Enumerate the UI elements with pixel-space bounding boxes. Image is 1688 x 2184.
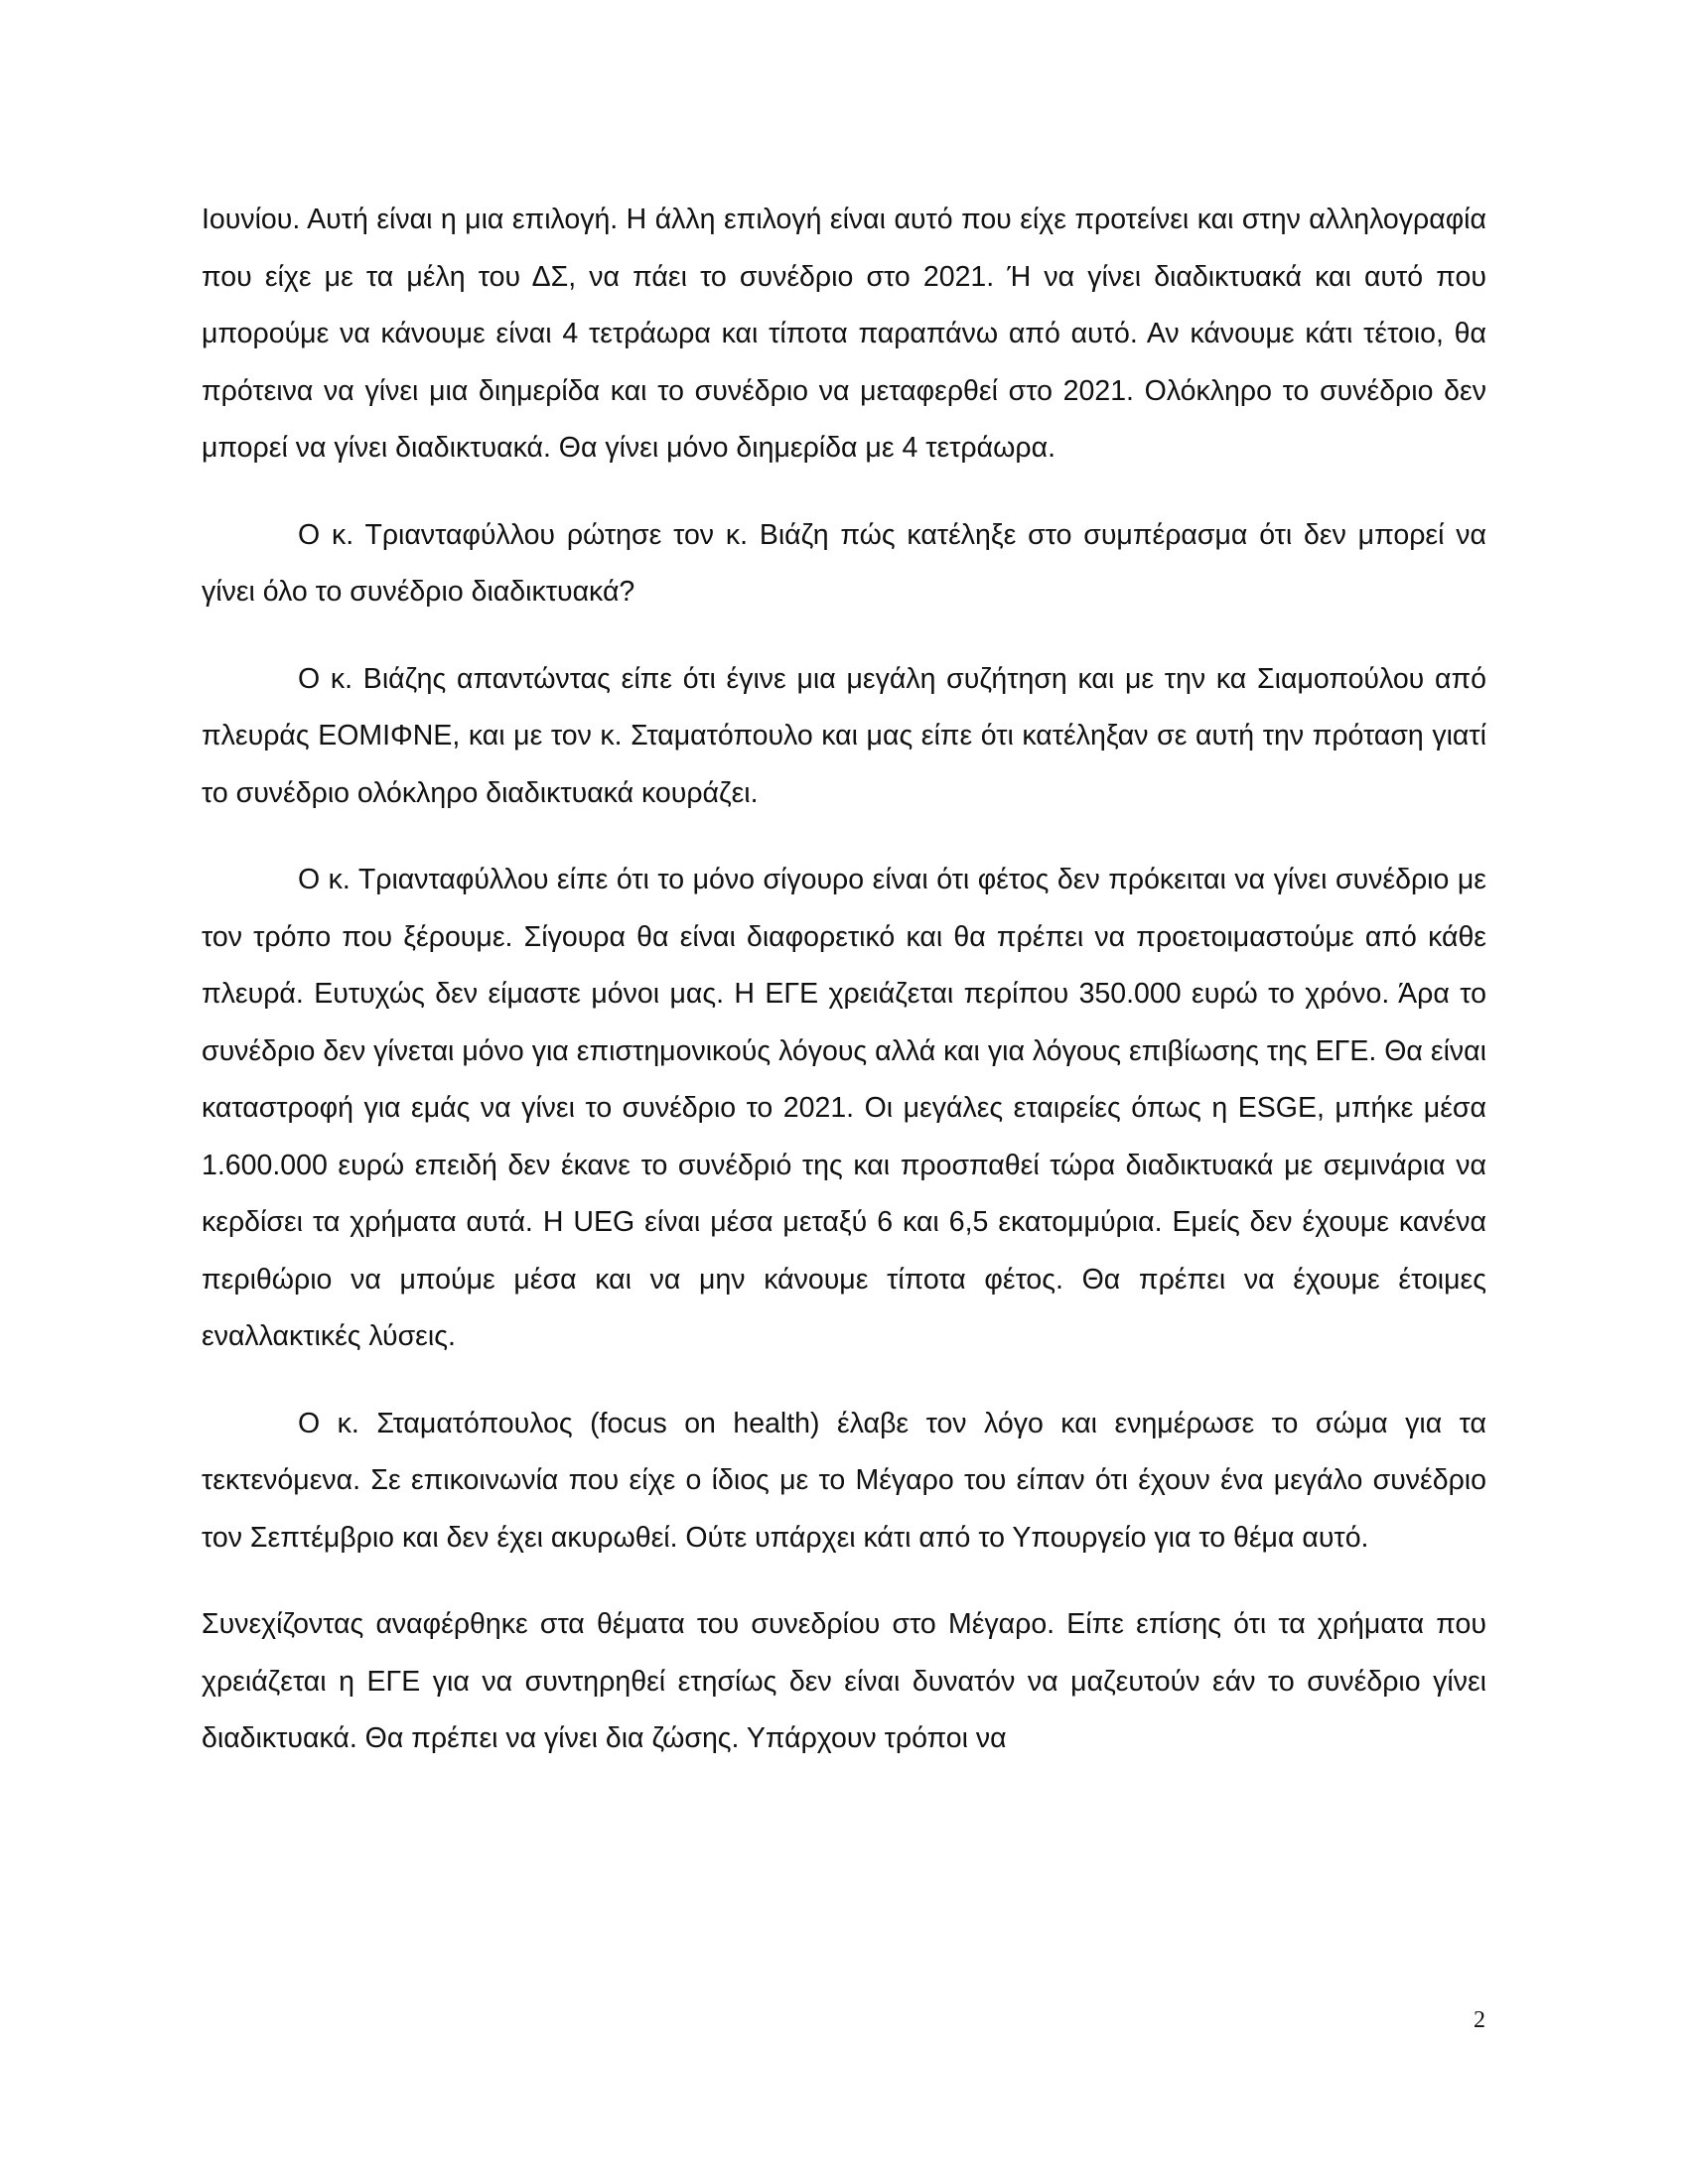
paragraph-viazis-answer: Ο κ. Βιάζης απαντώντας είπε ότι έγινε μια μεγάλη συζήτηση και με την κα Σιαμοπούλου από πλευράς ΕΟΜΙΦΝΕ, και με τον κ. Σταματόπουλο και μας είπε ότι κατέληξαν σε αυτή την πρόταση γιατί το συνέδριο ολόκληρο διαδικτυακά κουράζει. [202,662,1486,809]
paragraph-continuation-options: Ιουνίου. Αυτή είναι η μια επιλογή. Η άλλη επιλογή είναι αυτό που είχε προτείνει και στην αλληλογραφία που είχε με τα μέλη του ΔΣ, να πάει το συνέδριο στο 2021. Ή να γίνει διαδικτυακά και αυτό που μπορούμε να κάνουμε είναι 4 τετράωρα και τίποτα παραπάνω από αυτό. Αν κάνουμε κάτι τέτοιο, θα πρότεινα να γίνει μια διημερίδα και το συνέδριο να μεταφερθεί στο 2021. Ολόκληρο το συνέδριο δεν μπορεί να γίνει διαδικτυακά. Θα γίνει μόνο διημερίδα με 4 τετράωρα. [202,204,1486,464]
page-number: 2 [1474,2007,1485,2033]
paragraph-triantafyllou-question: Ο κ. Τριανταφύλλου ρώτησε τον κ. Βιάζη πώς κατέληξε στο συμπέρασμα ότι δεν μπορεί να γίνει όλο το συνέδριο διαδικτυακά? [202,518,1486,608]
document-page-body [202,192,1486,1798]
paragraph-continuation-megaro: Συνεχίζοντας αναφέρθηκε στα θέματα του συνεδρίου στο Μέγαρο. Είπε επίσης ότι τα χρήματα που χρειάζεται η ΕΓΕ για να συντηρηθεί ετησίως δεν είναι δυνατόν να μαζευτούν εάν το συνέδριο γίνει διαδικτυακά. Θα πρέπει να γίνει δια ζώσης. Υπάρχουν τρόποι να [202,1608,1486,1754]
paragraph-triantafyllou-statement: Ο κ. Τριανταφύλλου είπε ότι το μόνο σίγουρο είναι ότι φέτος δεν πρόκειται να γίνει συνέδριο με τον τρόπο που ξέρουμε. Σίγουρα θα είναι διαφορετικό και θα πρέπει να προετοιμαστούμε από κάθε πλευρά. Ευτυχώς δεν είμαστε μόνοι μας. Η ΕΓΕ χρειάζεται περίπου 350.000 ευρώ το χρόνο. Άρα το συνέδριο δεν γίνεται μόνο για επιστημονικούς λόγους αλλά και για λόγους επιβίωσης της ΕΓΕ. Θα είναι καταστροφή για εμάς να γίνει το συνέδριο το 2021. Οι μεγάλες εταιρείες όπως η ESGE, μπήκε μέσα 1.600.000 ευρώ επειδή δεν έκανε το συνέδριό της και προσπαθεί τώρα διαδικτυακά με σεμινάρια να κερδίσει τα χρήματα αυτά. Η UEG είναι μέσα μεταξύ 6 και 6,5 εκατομμύρια. Εμείς δεν έχουμε κανένα περιθώριο να μπούμε μέσα και να μην κάνουμε τίποτα φέτος. Θα πρέπει να έχουμε έτοιμες εναλλακτικές λύσεις. [202,864,1486,1352]
paragraph-stamatopoulos-update: Ο κ. Σταματόπουλος (focus on health) έλαβε τον λόγο και ενημέρωσε το σώμα για τα τεκτενόμενα. Σε επικοινωνία που είχε ο ίδιος με το Μέγαρο του είπαν ότι έχουν ένα μεγάλο συνέδριο τον Σεπτέμβριο και δεν έχει ακυρωθεί. Ούτε υπάρχει κάτι από το Υπουργείο για το θέμα αυτό. [202,1407,1486,1554]
